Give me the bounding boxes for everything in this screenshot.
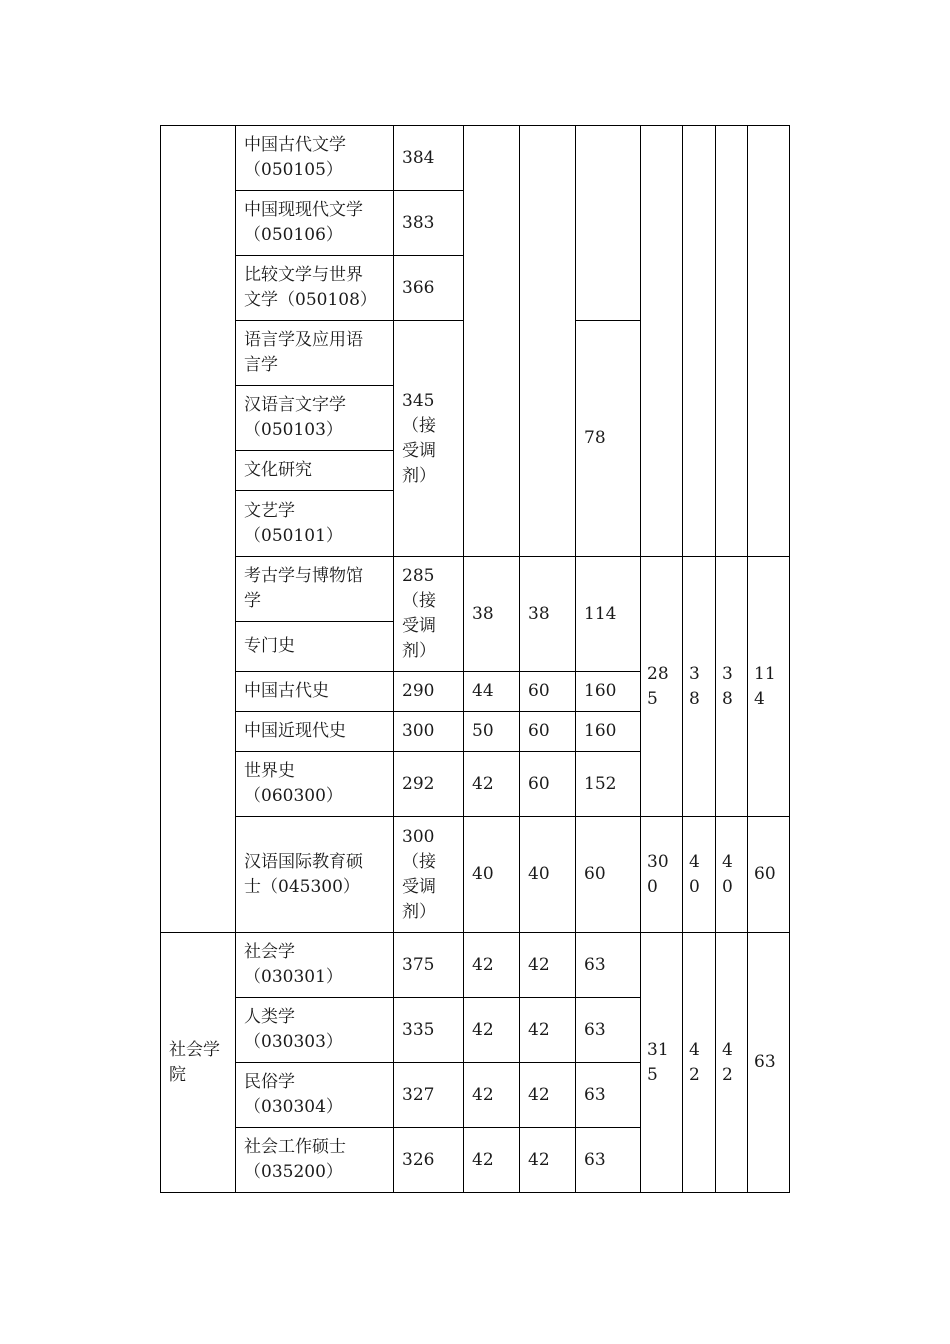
major-cell: 中国古代史 [236, 672, 394, 712]
group-single-1-cell-blank [683, 126, 716, 557]
major-cell: 文艺学 （050101） [236, 491, 394, 557]
subject-total-cell: 114 [576, 557, 641, 672]
single-score-1-cell: 40 [464, 817, 520, 933]
subject-total-cell: 160 [576, 712, 641, 752]
major-cell: 汉语国际教育硕 士（045300） [236, 817, 394, 933]
major-cell: 比较文学与世界 文学（050108） [236, 256, 394, 321]
total-score-cell: 383 [394, 191, 464, 256]
group-total-cell: 28 5 [641, 557, 683, 817]
major-cell: 专门史 [236, 622, 394, 672]
major-cell: 社会学 （030301） [236, 933, 394, 998]
major-cell: 民俗学 （030304） [236, 1063, 394, 1128]
table-row [161, 817, 790, 933]
group-single-2-cell-blank [716, 126, 748, 557]
single-score-2-cell: 60 [520, 752, 576, 817]
group-single-2-cell: 4 0 [716, 817, 748, 933]
major-cell: 汉语言文字学 （050103） [236, 386, 394, 451]
group-total-cell: 31 5 [641, 933, 683, 1193]
total-score-cell: 366 [394, 256, 464, 321]
single-score-1-cell: 42 [464, 752, 520, 817]
single-score-2-cell: 42 [520, 933, 576, 998]
subject-total-cell: 60 [576, 817, 641, 933]
major-cell: 中国现现代文学 （050106） [236, 191, 394, 256]
college-cell: 社会学 院 [161, 933, 236, 1193]
major-cell: 文化研究 [236, 451, 394, 491]
group-total-cell: 30 0 [641, 817, 683, 933]
group-single-2-cell: 4 2 [716, 933, 748, 1193]
subject-total-cell: 63 [576, 1128, 641, 1193]
group-sum-cell-blank [748, 126, 790, 557]
total-score-cell: 375 [394, 933, 464, 998]
subject-total-cell-blank [576, 126, 641, 321]
total-score-cell: 290 [394, 672, 464, 712]
single-score-1-cell: 42 [464, 933, 520, 998]
total-score-cell: 300 [394, 712, 464, 752]
major-cell: 考古学与博物馆 学 [236, 557, 394, 622]
subject-total-cell: 63 [576, 998, 641, 1063]
single-score-1-cell: 44 [464, 672, 520, 712]
single-score-2-cell: 42 [520, 998, 576, 1063]
major-cell: 人类学 （030303） [236, 998, 394, 1063]
subject-total-cell: 160 [576, 672, 641, 712]
total-score-cell: 384 [394, 126, 464, 191]
group-sum-cell: 11 4 [748, 557, 790, 817]
single-score-1-cell-blank [464, 126, 520, 557]
single-score-2-cell: 42 [520, 1128, 576, 1193]
single-score-1-cell: 42 [464, 1128, 520, 1193]
major-cell: 语言学及应用语 言学 [236, 321, 394, 386]
single-score-1-cell: 38 [464, 557, 520, 672]
group-single-1-cell: 4 0 [683, 817, 716, 933]
major-cell: 中国近现代史 [236, 712, 394, 752]
group-total-cell-blank [641, 126, 683, 557]
major-cell: 世界史 （060300） [236, 752, 394, 817]
total-score-cell: 292 [394, 752, 464, 817]
table-row [161, 557, 790, 622]
subject-total-cell: 78 [576, 321, 641, 557]
major-cell: 中国古代文学 （050105） [236, 126, 394, 191]
total-score-cell: 300 （接 受调 剂） [394, 817, 464, 933]
table-row [161, 933, 790, 998]
total-score-cell: 285 （接 受调 剂） [394, 557, 464, 672]
group-sum-cell: 60 [748, 817, 790, 933]
single-score-2-cell: 42 [520, 1063, 576, 1128]
subject-total-cell: 63 [576, 933, 641, 998]
major-cell: 社会工作硕士 （035200） [236, 1128, 394, 1193]
single-score-1-cell: 42 [464, 998, 520, 1063]
single-score-2-cell: 38 [520, 557, 576, 672]
total-score-cell: 326 [394, 1128, 464, 1193]
college-cell-blank [161, 126, 236, 933]
score-table [160, 125, 790, 1193]
total-score-cell: 327 [394, 1063, 464, 1128]
single-score-1-cell: 50 [464, 712, 520, 752]
group-single-1-cell: 3 8 [683, 557, 716, 817]
single-score-1-cell: 42 [464, 1063, 520, 1128]
group-sum-cell: 63 [748, 933, 790, 1193]
group-single-2-cell: 3 8 [716, 557, 748, 817]
single-score-2-cell: 40 [520, 817, 576, 933]
single-score-2-cell: 60 [520, 672, 576, 712]
total-score-cell: 345 （接 受调 剂） [394, 321, 464, 557]
total-score-cell: 335 [394, 998, 464, 1063]
single-score-2-cell: 60 [520, 712, 576, 752]
subject-total-cell: 63 [576, 1063, 641, 1128]
table-row [161, 126, 790, 191]
group-single-1-cell: 4 2 [683, 933, 716, 1193]
subject-total-cell: 152 [576, 752, 641, 817]
single-score-2-cell-blank [520, 126, 576, 557]
